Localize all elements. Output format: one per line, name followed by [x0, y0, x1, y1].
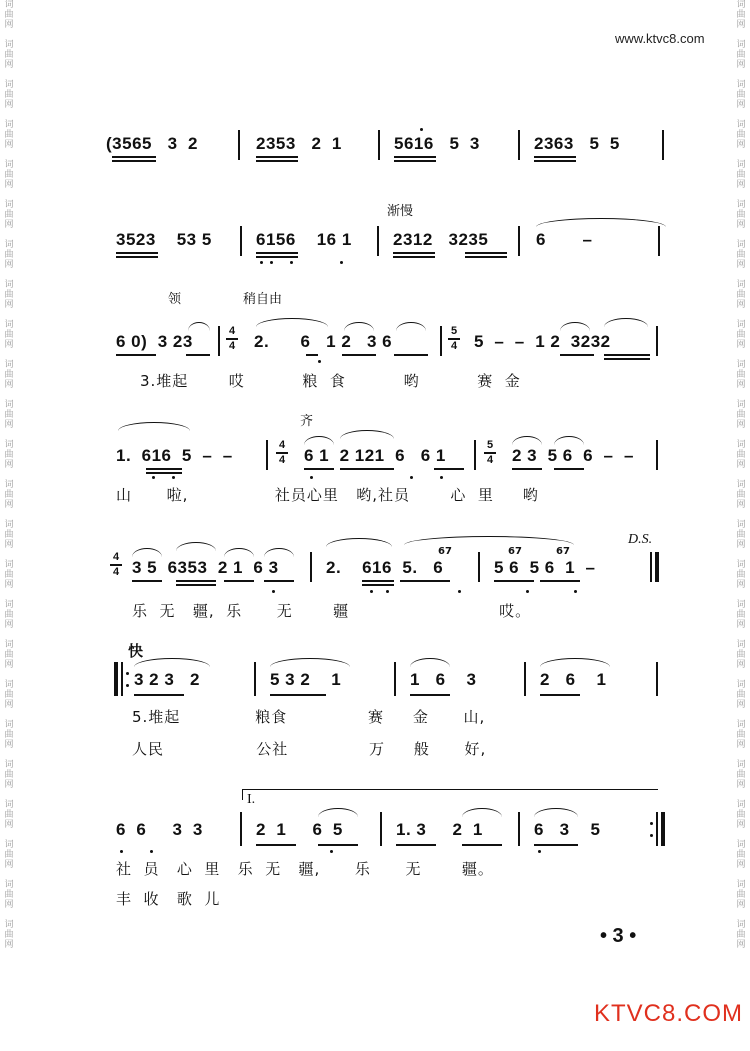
- part-label: 齐: [300, 414, 314, 429]
- barline: [474, 440, 476, 470]
- slur: [132, 548, 162, 557]
- barline: [656, 440, 658, 470]
- barline: [240, 812, 242, 846]
- underline: [560, 354, 594, 356]
- underline: [116, 354, 156, 356]
- time-signature: 4 4: [276, 440, 288, 466]
- underline: [362, 580, 394, 582]
- underline: [112, 156, 156, 158]
- octave-dot: [340, 261, 343, 264]
- lyric-line: 社 员 心 里 乐 无 疆, 乐 无 疆。: [116, 860, 494, 878]
- slur: [188, 322, 210, 331]
- underline: [256, 252, 298, 254]
- grace-notes: 67: [556, 546, 570, 557]
- underline: [554, 468, 584, 470]
- measure: 2. 6 1 2 3 6: [254, 332, 393, 351]
- measure: 5 6 5 6 1 –: [494, 558, 596, 577]
- barline: [518, 130, 520, 160]
- first-ending-label: I.: [247, 792, 256, 807]
- octave-dot: [272, 590, 275, 593]
- barline: [238, 130, 240, 160]
- octave-dot: [120, 850, 123, 853]
- barline: [650, 552, 652, 582]
- slur: [224, 548, 254, 557]
- time-signature: 4 4: [110, 552, 122, 578]
- octave-dot: [318, 360, 321, 363]
- slur: [304, 436, 334, 445]
- lyric-line: 山 啦, 社员心里 哟,社员 心 里 哟: [116, 486, 539, 504]
- slur: [604, 318, 648, 327]
- measure: 6 1 2 121 6 6 1: [304, 446, 446, 465]
- lyric-line: 乐 无 疆, 乐 无 疆 哎。: [132, 602, 532, 620]
- slur: [318, 808, 358, 817]
- repeat-end: [661, 812, 665, 846]
- expression-marking: 稍自由: [243, 292, 283, 307]
- final-barline: [655, 552, 659, 582]
- slur: [410, 658, 450, 667]
- slur: [396, 322, 426, 331]
- measure: 2 1 6 5: [256, 820, 343, 839]
- slur: [344, 322, 374, 331]
- time-signature: 5 4: [484, 440, 496, 466]
- measure: 6 3 5: [534, 820, 601, 839]
- octave-dot: [172, 476, 175, 479]
- underline: [604, 354, 650, 356]
- barline: [310, 552, 312, 582]
- lyric-line: 人民 公社 万 般 好,: [132, 740, 487, 758]
- slur: [118, 422, 190, 431]
- barline: [121, 662, 123, 696]
- measure: 5 3 2 1: [270, 670, 342, 689]
- barline: [266, 440, 268, 470]
- measure: 1 6 3: [410, 670, 477, 689]
- measure: 6156 16 1: [256, 230, 352, 249]
- underline: [534, 160, 576, 162]
- octave-dot: [260, 261, 263, 264]
- underline: [362, 584, 394, 586]
- octave-dot: [574, 590, 577, 593]
- slur: [554, 436, 584, 445]
- measure: 5 – – 1 2 3232: [474, 332, 611, 351]
- octave-dot: [386, 590, 389, 593]
- slur: [462, 808, 502, 817]
- measure: 2 6 1: [540, 670, 607, 689]
- underline: [146, 472, 182, 474]
- octave-dot: [420, 128, 423, 131]
- barline: [394, 662, 396, 696]
- repeat-dot: [126, 684, 129, 687]
- measure: 1. 616 5 – –: [116, 446, 233, 465]
- measure: (3565 3 2: [106, 134, 199, 153]
- underline: [342, 354, 376, 356]
- underline: [264, 580, 294, 582]
- grace-notes: 67: [438, 546, 452, 557]
- site-logo[interactable]: KTVC8.COM: [594, 1000, 744, 1027]
- underline: [400, 580, 450, 582]
- underline: [256, 156, 298, 158]
- slur: [340, 430, 394, 439]
- octave-dot: [440, 476, 443, 479]
- underline: [494, 580, 534, 582]
- slur: [560, 322, 590, 331]
- barline: [378, 130, 380, 160]
- underline: [256, 844, 296, 846]
- underline: [256, 256, 298, 258]
- octave-dot: [270, 261, 273, 264]
- underline: [116, 252, 158, 254]
- measure: 2363 5 5: [534, 134, 620, 153]
- watermark-right: 词 曲 网 词 曲 网 词 曲 网 词 曲 网 词 曲 网 词 曲 网 词 曲 网 词 曲 网 词 曲 网 词 曲 网 词 曲 网 词 曲 网 词 曲 网 词 曲 网 词 曲 网 词 曲 网 词 曲 网 词 曲 网 词 曲 网 词 曲 网 词 曲 网 词 曲 网 词 曲 网 词 曲 网: [736, 0, 746, 950]
- octave-dot: [370, 590, 373, 593]
- site-url[interactable]: www.ktvc8.com: [615, 31, 705, 46]
- underline: [176, 580, 216, 582]
- barline: [662, 130, 664, 160]
- underline: [462, 844, 502, 846]
- time-signature: 4 4: [226, 326, 238, 352]
- measure: 3 5 6353 2 1 6 3: [132, 558, 279, 577]
- underline: [256, 160, 298, 162]
- underline: [410, 694, 450, 696]
- tie: [256, 318, 328, 327]
- measure: 2 3 5 6 6 – –: [512, 446, 634, 465]
- underline: [540, 694, 580, 696]
- measure: 1. 3 2 1: [396, 820, 483, 839]
- octave-dot: [330, 850, 333, 853]
- underline: [318, 844, 358, 846]
- underline: [116, 256, 158, 258]
- tempo-marking: 快: [128, 642, 144, 660]
- underline: [304, 468, 334, 470]
- underline: [393, 256, 435, 258]
- measure: 2. 616 5. 6: [326, 558, 444, 577]
- barline: [440, 326, 442, 356]
- octave-dot: [526, 590, 529, 593]
- underline: [132, 580, 162, 582]
- measure: 6 6 3 3: [116, 820, 203, 839]
- underline: [393, 252, 435, 254]
- tie: [536, 218, 666, 227]
- octave-dot: [310, 476, 313, 479]
- octave-dot: [410, 476, 413, 479]
- barline: [518, 226, 520, 256]
- slur: [512, 436, 542, 445]
- measure: 5616 5 3: [394, 134, 480, 153]
- octave-dot: [290, 261, 293, 264]
- underline: [396, 844, 436, 846]
- slur: [326, 538, 392, 547]
- barline: [377, 226, 379, 256]
- underline: [112, 160, 156, 162]
- barline: [478, 552, 480, 582]
- barline: [658, 226, 660, 256]
- slur: [134, 658, 210, 667]
- measure: 6 –: [536, 230, 593, 249]
- underline: [465, 252, 507, 254]
- measure: 6 0) 3 23: [116, 332, 193, 351]
- underline: [540, 580, 580, 582]
- barline: [240, 226, 242, 256]
- underline: [434, 468, 464, 470]
- time-signature: 5 4: [448, 326, 460, 352]
- barline: [218, 326, 220, 356]
- part-label: 领: [168, 292, 182, 307]
- octave-dot: [150, 850, 153, 853]
- octave-dot: [538, 850, 541, 853]
- underline: [340, 468, 394, 470]
- barline: [656, 662, 658, 696]
- ds-marking: D.S.: [628, 532, 653, 547]
- measure: 3523 53 5: [116, 230, 212, 249]
- measure: 3 2 3 2: [134, 670, 200, 689]
- repeat-dot: [126, 672, 129, 675]
- underline: [186, 354, 210, 356]
- underline: [224, 580, 254, 582]
- underline: [270, 694, 326, 696]
- first-ending-bracket: [242, 789, 658, 800]
- underline: [534, 156, 576, 158]
- slur: [176, 542, 216, 551]
- underline: [394, 156, 436, 158]
- repeat-start: [114, 662, 118, 696]
- octave-dot: [458, 590, 461, 593]
- lyric-line: 丰 收 歌 儿: [116, 890, 221, 908]
- barline: [518, 812, 520, 846]
- underline: [176, 584, 216, 586]
- slur: [270, 658, 350, 667]
- barline: [656, 812, 658, 846]
- lyric-line: 3.堆起 哎 粮 食 哟 赛 金: [140, 372, 521, 390]
- underline: [306, 354, 318, 356]
- watermark-left: 词 曲 网 词 曲 网 词 曲 网 词 曲 网 词 曲 网 词 曲 网 词 曲 网 词 曲 网 词 曲 网 词 曲 网 词 曲 网 词 曲 网 词 曲 网 词 曲 网 词 曲 网 词 曲 网 词 曲 网 词 曲 网 词 曲 网 词 曲 网 词 曲 网 词 曲 网 词 曲 网 词 曲 网: [4, 0, 14, 950]
- underline: [146, 468, 182, 470]
- repeat-dot: [650, 822, 653, 825]
- page-number: • 3 •: [600, 925, 637, 947]
- underline: [604, 358, 650, 360]
- slur: [264, 548, 294, 557]
- octave-dot: [152, 476, 155, 479]
- measure: 2353 2 1: [256, 134, 342, 153]
- tempo-marking: 渐慢: [387, 204, 414, 219]
- slur: [534, 808, 578, 817]
- grace-notes: 67: [508, 546, 522, 557]
- barline: [380, 812, 382, 846]
- barline: [254, 662, 256, 696]
- lyric-line: 5.堆起 粮食 赛 金 山,: [132, 708, 486, 726]
- barline: [656, 326, 658, 356]
- underline: [394, 160, 436, 162]
- underline: [394, 354, 428, 356]
- underline: [534, 844, 578, 846]
- underline: [134, 694, 184, 696]
- underline: [512, 468, 542, 470]
- underline: [465, 256, 507, 258]
- slur: [540, 658, 610, 667]
- repeat-dot: [650, 834, 653, 837]
- slur: [404, 536, 574, 545]
- barline: [524, 662, 526, 696]
- measure: 2312 3235: [393, 230, 489, 249]
